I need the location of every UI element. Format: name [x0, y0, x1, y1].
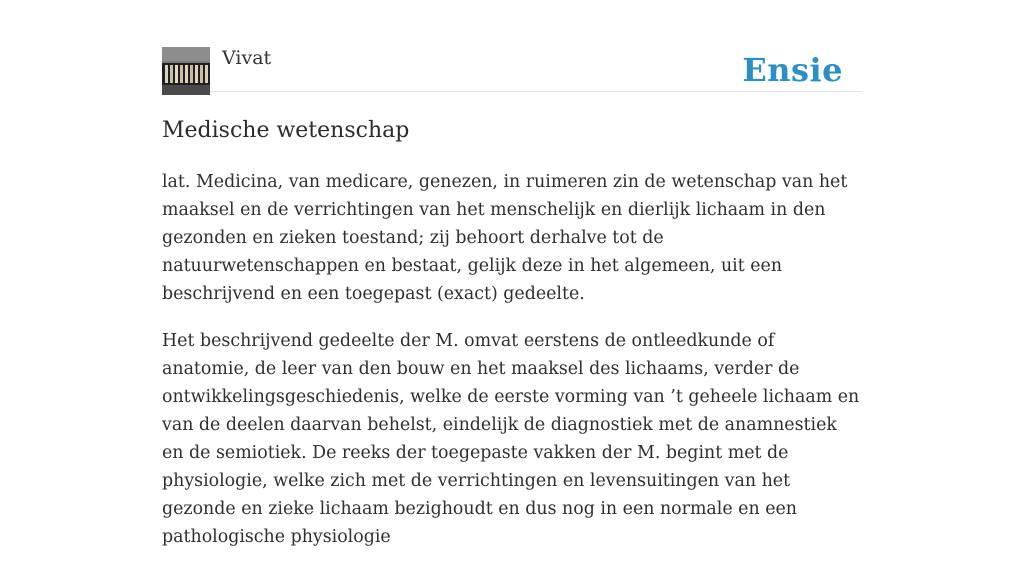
page-title: Medische wetenschap [162, 118, 410, 143]
ensie-logo[interactable]: Ensie [742, 51, 843, 89]
author-avatar[interactable] [162, 47, 210, 95]
article-body [162, 168, 862, 570]
page-container [162, 47, 862, 547]
page-header [162, 47, 862, 92]
author-name[interactable]: Vivat [222, 47, 272, 69]
article-paragraph: lat. Medicina, van medicare, genezen, in ruimeren zin de wetenschap van het maaksel en de verrichtingen van het menschelijk en dierlijk lichaam in den gezonden en zieken toestand; zij behoort derhalve tot de natuurwetenschappen en bestaat, gelijk deze in het algemeen, uit een beschrijvend en een toegepast (exact) gedeelte. [162, 172, 848, 304]
bookshelf-avatar-icon [162, 47, 210, 95]
article-paragraph: Het beschrijvend gedeelte der M. omvat eerstens de ontleedkunde of anatomie, de leer van den bouw en het maaksel des lichaams, verder de ontwikkelingsgeschiedenis, welke de eerste vorming van ’t geheele lichaam en van de deelen daarvan behelst, eindelijk de diagnostiek met de anamnestiek en de semiotiek. De reeks der toegepaste vakken der M. begint met de physiologie, welke zich met de verrichtingen en levensuitingen van het gezonde en zieke lichaam bezighoudt en dus nog in een normale en een pathologische physiologie [162, 331, 860, 547]
